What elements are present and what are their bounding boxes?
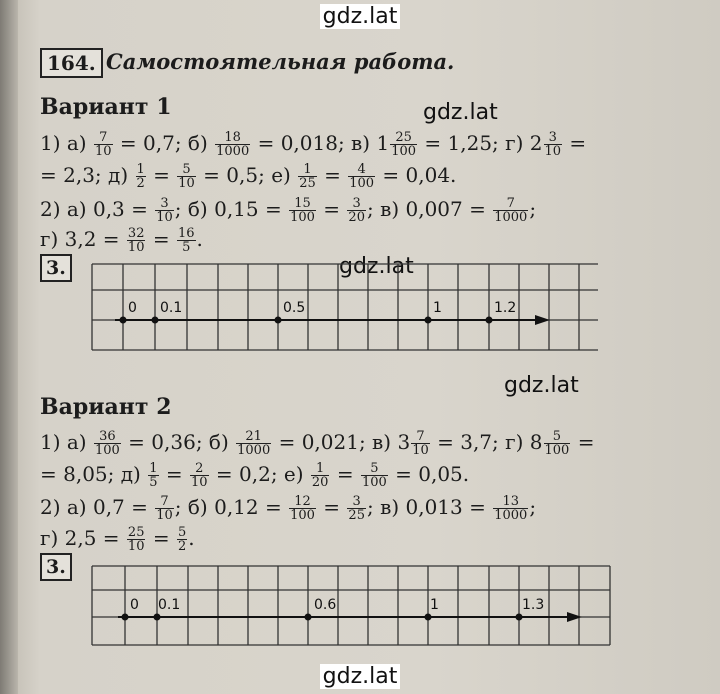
point-label: 0 bbox=[128, 300, 137, 316]
point-label: 1 bbox=[430, 597, 439, 613]
exercise-3-box: 3. bbox=[40, 553, 72, 581]
task-title: Самостоятельная работа. bbox=[106, 49, 455, 74]
variant-1-line-4: г) 3,2 = $\frac{32}{10}$ = $\frac{16}{5}$ . bbox=[40, 226, 203, 255]
point bbox=[154, 614, 161, 621]
point-label: 1 bbox=[433, 300, 442, 316]
point-label: 0.1 bbox=[158, 597, 181, 613]
variant-1-line-2: = 2,3; д) $\frac{1}{2}$ = $\frac{5}{10}$ = 0,5; е) $\frac{1}{25}$ = $\frac{4}{100}$ = 0,04. bbox=[40, 162, 457, 191]
fraction: $\frac{7}{10}$ bbox=[94, 130, 112, 159]
point-label: 1.3 bbox=[522, 597, 545, 613]
point bbox=[516, 614, 523, 621]
fraction: $\frac{18}{1000}$ bbox=[216, 130, 250, 159]
variant-2-line-1: 1) а) $\frac{36}{100}$ = 0,36; б) $\frac{21}{1000}$ = 0,021; в) 3 $\frac{7}{10}$ = 3,7; г) 8 $\frac{5}{100}$ = bbox=[40, 429, 595, 458]
watermark: gdz.lat bbox=[504, 373, 579, 398]
point bbox=[305, 614, 312, 621]
variant-2-heading: Вариант 2 bbox=[40, 394, 172, 420]
watermark: gdz.lat bbox=[423, 100, 498, 125]
point-label: 1.2 bbox=[494, 300, 517, 316]
variant-2-line-2: = 8,05; д) $\frac{1}{5}$ = $\frac{2}{10}$ = 0,2; е) $\frac{1}{20}$ = $\frac{5}{100}$ = 0,05. bbox=[40, 461, 470, 490]
point bbox=[425, 614, 432, 621]
fraction: $\frac{25}{100}$ bbox=[391, 130, 417, 159]
fraction: $\frac{3}{10}$ bbox=[544, 130, 562, 159]
variant-1-heading: Вариант 1 bbox=[40, 94, 172, 120]
point-label: 0.5 bbox=[283, 300, 306, 316]
exercise-3-box: 3. bbox=[40, 254, 72, 282]
variant-2-line-3: 2) а) 0,7 = $\frac{7}{10}$ ; б) 0,12 = $\frac{12}{100}$ = $\frac{3}{25}$ ; в) 0,013 = $\frac{13}{1000}$ ; bbox=[40, 494, 537, 523]
point bbox=[122, 614, 129, 621]
arrow-head-icon bbox=[567, 612, 582, 622]
point-label: 0.1 bbox=[160, 300, 183, 316]
watermark-bottom: gdz.lat bbox=[0, 664, 720, 689]
watermark-top: gdz.lat bbox=[0, 4, 720, 29]
variant-1-line-1: 1) а) $\frac{7}{10}$ = 0,7; б) $\frac{18}{1000}$ = 0,018; в) 1 $\frac{25}{100}$ = 1,25; г) 2 $\frac{3}{10}$ = bbox=[40, 130, 587, 159]
variant-2-line-4: г) 2,5 = $\frac{25}{10}$ = $\frac{5}{2}$ . bbox=[40, 525, 195, 554]
variant-1-line-3: 2) а) 0,3 = $\frac{3}{10}$ ; б) 0,15 = $\frac{15}{100}$ = $\frac{3}{20}$ ; в) 0,007 = $\frac{7}{1000}$ ; bbox=[40, 196, 537, 225]
point-label: 0 bbox=[130, 597, 139, 613]
task-number: 164. bbox=[40, 48, 103, 78]
point-label: 0.6 bbox=[314, 597, 337, 613]
watermark: gdz.lat bbox=[339, 254, 414, 279]
